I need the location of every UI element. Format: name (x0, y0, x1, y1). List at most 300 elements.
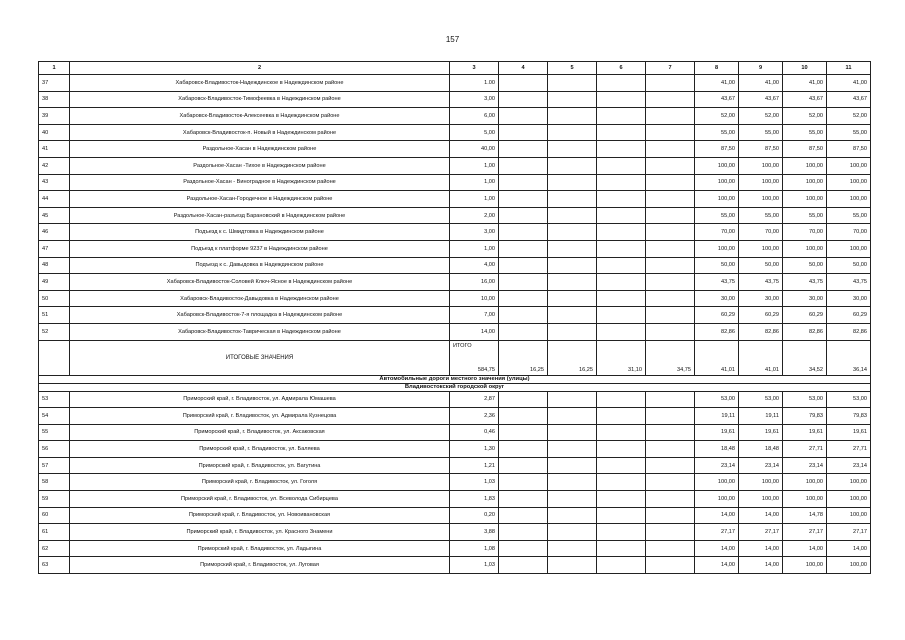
table-row (39, 424, 871, 441)
value-cell (548, 207, 597, 224)
header-cell: 2 (70, 62, 450, 75)
value-cell: 55,00 (739, 207, 783, 224)
value-cell: 43,75 (783, 274, 827, 291)
value-cell (548, 240, 597, 257)
row-number-cell: 38 (39, 91, 70, 108)
value-cell (597, 191, 646, 208)
value-cell: 2,00 (450, 207, 499, 224)
row-number-cell: 46 (39, 224, 70, 241)
section-heading-row (39, 375, 871, 383)
value-cell: 100,00 (827, 191, 871, 208)
value-cell: 30,00 (695, 290, 739, 307)
value-cell: 100,00 (695, 157, 739, 174)
road-name-cell: Подъезд к с. Давыдовка в Надеждинском районе (70, 257, 450, 274)
value-cell: 3,00 (450, 91, 499, 108)
value-cell: 14,00 (739, 507, 783, 524)
row-number-cell: 52 (39, 323, 70, 340)
value-cell: 27,71 (827, 441, 871, 458)
value-cell: 55,00 (827, 124, 871, 141)
road-name-cell: Приморский край, г. Владивосток, ул. Адмирала Юмашева (70, 391, 450, 408)
totals-value-cell: 34,52 (783, 340, 827, 375)
value-cell: 43,67 (695, 91, 739, 108)
value-cell (597, 157, 646, 174)
value-cell: 79,83 (827, 408, 871, 425)
header-cell: 4 (499, 62, 548, 75)
value-cell: 23,14 (739, 457, 783, 474)
value-cell: 50,00 (783, 257, 827, 274)
table-row (39, 174, 871, 191)
value-cell (548, 141, 597, 158)
value-cell: 55,00 (827, 207, 871, 224)
value-cell: 27,17 (783, 524, 827, 541)
value-cell (597, 507, 646, 524)
value-cell (597, 391, 646, 408)
road-name-cell: Хабаровск-Владивосток-Таврическая в Надеждинском районе (70, 323, 450, 340)
road-name-cell: Хабаровск-Владивосток-Алексеевка в Надеждинском районе (70, 108, 450, 125)
value-cell: 87,50 (783, 141, 827, 158)
value-cell: 14,78 (783, 507, 827, 524)
value-cell: 70,00 (695, 224, 739, 241)
road-name-cell: Подъезд к с. Шмидтовка в Надеждинском районе (70, 224, 450, 241)
value-cell (646, 91, 695, 108)
value-cell (597, 424, 646, 441)
table-row (39, 307, 871, 324)
value-cell (548, 408, 597, 425)
value-cell: 41,00 (695, 75, 739, 92)
value-cell: 79,83 (783, 408, 827, 425)
value-cell: 41,00 (827, 75, 871, 92)
road-name-cell: Приморский край, г. Владивосток, ул. Ладыгина (70, 540, 450, 557)
value-cell (646, 108, 695, 125)
value-cell: 14,00 (695, 507, 739, 524)
value-cell (548, 457, 597, 474)
value-cell (499, 174, 548, 191)
totals-value-cell: 31,10 (597, 340, 646, 375)
value-cell (646, 240, 695, 257)
value-cell (548, 540, 597, 557)
value-cell: 53,00 (783, 391, 827, 408)
table-row (39, 441, 871, 458)
header-cell: 11 (827, 62, 871, 75)
value-cell: 30,00 (827, 290, 871, 307)
table-row (39, 540, 871, 557)
value-cell (548, 307, 597, 324)
value-cell (597, 240, 646, 257)
value-cell (597, 75, 646, 92)
value-cell (646, 290, 695, 307)
value-cell (597, 224, 646, 241)
road-name-cell: Раздольное-Хасан-Городечное в Надеждинском районе (70, 191, 450, 208)
value-cell: 100,00 (739, 191, 783, 208)
value-cell: 23,14 (783, 457, 827, 474)
value-cell (499, 474, 548, 491)
value-cell: 18,48 (739, 441, 783, 458)
value-cell (548, 157, 597, 174)
value-cell (548, 441, 597, 458)
value-cell (499, 507, 548, 524)
value-cell: 1,08 (450, 540, 499, 557)
value-cell: 100,00 (695, 240, 739, 257)
value-cell: 50,00 (739, 257, 783, 274)
value-cell: 100,00 (783, 240, 827, 257)
value-cell: 55,00 (695, 124, 739, 141)
value-cell (499, 207, 548, 224)
table-row (39, 141, 871, 158)
value-cell (646, 257, 695, 274)
road-name-cell: Раздольное-Хасан -Тихое в Надеждинском районе (70, 157, 450, 174)
row-number-cell: 44 (39, 191, 70, 208)
totals-value-cell: 16,25 (499, 340, 548, 375)
value-cell (646, 141, 695, 158)
value-cell: 60,29 (695, 307, 739, 324)
value-cell (499, 557, 548, 574)
row-number-cell: 48 (39, 257, 70, 274)
road-name-cell: Приморский край, г. Владивосток, ул. Адмирала Кузнецова (70, 408, 450, 425)
value-cell (597, 441, 646, 458)
road-name-cell: Хабаровск-Владивосток-7-я площадка в Надеждинском районе (70, 307, 450, 324)
value-cell (499, 224, 548, 241)
value-cell: 2,87 (450, 391, 499, 408)
road-name-cell: Приморский край, г. Владивосток, ул. Гоголя (70, 474, 450, 491)
value-cell (499, 290, 548, 307)
value-cell: 19,61 (783, 424, 827, 441)
row-number-cell: 62 (39, 540, 70, 557)
value-cell: 14,00 (695, 540, 739, 557)
totals-value-cell: 36,14 (827, 340, 871, 375)
value-cell (597, 457, 646, 474)
value-cell (646, 507, 695, 524)
value-cell: 82,86 (739, 323, 783, 340)
value-cell (646, 157, 695, 174)
value-cell: 4,00 (450, 257, 499, 274)
totals-empty-cell (39, 340, 70, 375)
value-cell (548, 257, 597, 274)
value-cell: 70,00 (827, 224, 871, 241)
value-cell (597, 257, 646, 274)
value-cell (646, 540, 695, 557)
value-cell (548, 174, 597, 191)
header-cell: 10 (783, 62, 827, 75)
value-cell (597, 474, 646, 491)
value-cell (646, 323, 695, 340)
value-cell: 14,00 (450, 323, 499, 340)
totals-label: ИТОГОВЫЕ ЗНАЧЕНИЯ (70, 340, 450, 375)
value-cell (499, 257, 548, 274)
value-cell (548, 424, 597, 441)
value-cell (646, 557, 695, 574)
value-cell: 43,67 (827, 91, 871, 108)
value-cell: 100,00 (827, 157, 871, 174)
road-name-cell: Подъезд к платформе 9237 в Надеждинском районе (70, 240, 450, 257)
row-number-cell: 37 (39, 75, 70, 92)
value-cell: 1,83 (450, 491, 499, 508)
value-cell: 100,00 (739, 491, 783, 508)
row-number-cell: 39 (39, 108, 70, 125)
row-number-cell: 60 (39, 507, 70, 524)
table-row (39, 507, 871, 524)
value-cell: 100,00 (783, 191, 827, 208)
value-cell: 43,67 (783, 91, 827, 108)
road-name-cell: Приморский край, г. Владивосток, ул. Новоивановская (70, 507, 450, 524)
value-cell (548, 557, 597, 574)
value-cell: 1,21 (450, 457, 499, 474)
value-cell (499, 441, 548, 458)
road-name-cell: Раздольное-Хасан в Надеждинском районе (70, 141, 450, 158)
value-cell: 53,00 (739, 391, 783, 408)
value-cell: 5,00 (450, 124, 499, 141)
value-cell: 1,00 (450, 191, 499, 208)
value-cell: 100,00 (827, 174, 871, 191)
value-cell (548, 75, 597, 92)
value-cell (597, 141, 646, 158)
value-cell: 100,00 (739, 157, 783, 174)
value-cell (646, 174, 695, 191)
table-row (39, 108, 871, 125)
value-cell (548, 290, 597, 307)
row-number-cell: 45 (39, 207, 70, 224)
value-cell: 30,00 (783, 290, 827, 307)
section-title: Автомобильные дороги местного значения (улицы) (39, 375, 871, 383)
value-cell (597, 124, 646, 141)
row-number-cell: 51 (39, 307, 70, 324)
row-number-cell: 54 (39, 408, 70, 425)
value-cell (646, 408, 695, 425)
value-cell: 1,00 (450, 240, 499, 257)
value-cell (597, 174, 646, 191)
road-name-cell: Приморский край, г. Владивосток, ул. Аксаковская (70, 424, 450, 441)
value-cell (499, 108, 548, 125)
value-cell (499, 524, 548, 541)
value-cell (646, 474, 695, 491)
value-cell: 60,29 (827, 307, 871, 324)
table-row (39, 274, 871, 291)
value-cell: 41,00 (783, 75, 827, 92)
value-cell (597, 307, 646, 324)
value-cell: 55,00 (783, 207, 827, 224)
table-row (39, 524, 871, 541)
value-cell: 3,88 (450, 524, 499, 541)
value-cell (548, 491, 597, 508)
row-number-cell: 53 (39, 391, 70, 408)
value-cell: 52,00 (695, 108, 739, 125)
value-cell (499, 124, 548, 141)
value-cell: 70,00 (739, 224, 783, 241)
table-row (39, 323, 871, 340)
value-cell: 27,17 (827, 524, 871, 541)
value-cell: 100,00 (827, 474, 871, 491)
table-row (39, 457, 871, 474)
value-cell: 100,00 (739, 474, 783, 491)
value-cell: 0,46 (450, 424, 499, 441)
value-cell (548, 323, 597, 340)
value-cell: 19,61 (695, 424, 739, 441)
value-cell: 19,61 (827, 424, 871, 441)
value-cell (499, 141, 548, 158)
value-cell: 40,00 (450, 141, 499, 158)
value-cell (499, 157, 548, 174)
value-cell (499, 240, 548, 257)
value-cell: 100,00 (783, 557, 827, 574)
value-cell: 19,11 (695, 408, 739, 425)
value-cell (499, 491, 548, 508)
value-cell: 70,00 (783, 224, 827, 241)
value-cell: 27,17 (739, 524, 783, 541)
value-cell: 43,67 (739, 91, 783, 108)
row-number-cell: 59 (39, 491, 70, 508)
value-cell (646, 75, 695, 92)
value-cell: 52,00 (827, 108, 871, 125)
value-cell: 23,14 (827, 457, 871, 474)
row-number-cell: 40 (39, 124, 70, 141)
value-cell (646, 441, 695, 458)
value-cell: 100,00 (783, 174, 827, 191)
table-row (39, 75, 871, 92)
road-name-cell: Хабаровск-Владивосток-Надеждинское в Надеждинском районе (70, 75, 450, 92)
value-cell: 14,00 (739, 557, 783, 574)
value-cell (646, 191, 695, 208)
value-cell: 1,00 (450, 174, 499, 191)
value-cell (597, 524, 646, 541)
value-cell: 16,00 (450, 274, 499, 291)
table-row (39, 124, 871, 141)
value-cell: 60,29 (783, 307, 827, 324)
value-cell: 100,00 (783, 157, 827, 174)
value-cell (646, 224, 695, 241)
page-number: 157 (445, 35, 460, 44)
value-cell (499, 307, 548, 324)
value-cell: 43,75 (739, 274, 783, 291)
value-cell: 1,30 (450, 441, 499, 458)
header-cell: 5 (548, 62, 597, 75)
value-cell: 60,29 (739, 307, 783, 324)
table-row (39, 207, 871, 224)
row-number-cell: 42 (39, 157, 70, 174)
value-cell: 18,48 (695, 441, 739, 458)
table-row (39, 474, 871, 491)
row-number-cell: 55 (39, 424, 70, 441)
value-cell: 14,00 (739, 540, 783, 557)
value-cell (646, 307, 695, 324)
totals-value-cell: 16,25 (548, 340, 597, 375)
value-cell (646, 491, 695, 508)
table-row (39, 157, 871, 174)
value-cell (646, 524, 695, 541)
value-cell: 14,00 (695, 557, 739, 574)
value-cell (597, 540, 646, 557)
value-cell (548, 274, 597, 291)
row-number-cell: 61 (39, 524, 70, 541)
value-cell: 53,00 (695, 391, 739, 408)
row-number-cell: 57 (39, 457, 70, 474)
value-cell (499, 408, 548, 425)
value-cell: 100,00 (827, 240, 871, 257)
value-cell: 27,71 (783, 441, 827, 458)
road-name-cell: Раздольное-Хасан - Виноградное в Надеждинском районе (70, 174, 450, 191)
value-cell (548, 391, 597, 408)
value-cell: 6,00 (450, 108, 499, 125)
totals-value-cell: 41,01 (739, 340, 783, 375)
value-cell: 14,00 (827, 540, 871, 557)
table-row (39, 240, 871, 257)
table-row (39, 408, 871, 425)
value-cell (597, 108, 646, 125)
value-cell: 27,17 (695, 524, 739, 541)
table-row (39, 191, 871, 208)
road-name-cell: Хабаровск-Владивосток-Давыдовка в Надеждинском районе (70, 290, 450, 307)
value-cell: 2,36 (450, 408, 499, 425)
value-cell: 100,00 (739, 174, 783, 191)
value-cell: 1.00 (450, 75, 499, 92)
section-subtitle: Владивостокский городской округ (39, 383, 871, 391)
value-cell: 0,20 (450, 507, 499, 524)
value-cell (597, 323, 646, 340)
value-cell: 55,00 (695, 207, 739, 224)
value-cell: 82,86 (783, 323, 827, 340)
value-cell (499, 191, 548, 208)
value-cell (548, 191, 597, 208)
value-cell (499, 391, 548, 408)
road-name-cell: Хабаровск-Владивосток-п. Новый в Надеждинском районе (70, 124, 450, 141)
value-cell: 100,00 (783, 491, 827, 508)
header-cell: 7 (646, 62, 695, 75)
value-cell (597, 491, 646, 508)
value-cell (597, 557, 646, 574)
value-cell: 19,61 (739, 424, 783, 441)
value-cell (646, 274, 695, 291)
value-cell: 100,00 (695, 174, 739, 191)
value-cell (548, 524, 597, 541)
value-cell: 30,00 (739, 290, 783, 307)
row-number-cell: 49 (39, 274, 70, 291)
table-row (39, 224, 871, 241)
value-cell (499, 457, 548, 474)
row-number-cell: 50 (39, 290, 70, 307)
totals-length-cell (450, 340, 499, 375)
value-cell: 1,03 (450, 474, 499, 491)
section-heading-row (39, 383, 871, 391)
value-cell (499, 540, 548, 557)
value-cell: 87,50 (739, 141, 783, 158)
row-number-cell: 58 (39, 474, 70, 491)
value-cell: 50,00 (695, 257, 739, 274)
table-row (39, 557, 871, 574)
value-cell: 100,00 (739, 240, 783, 257)
table-row (39, 91, 871, 108)
value-cell (597, 207, 646, 224)
value-cell: 100,00 (827, 557, 871, 574)
value-cell: 100,00 (783, 474, 827, 491)
table-row (39, 290, 871, 307)
value-cell: 19,11 (739, 408, 783, 425)
road-name-cell: Приморский край, г. Владивосток, ул. Луговая (70, 557, 450, 574)
row-number-cell: 47 (39, 240, 70, 257)
table-row (39, 391, 871, 408)
value-cell (597, 408, 646, 425)
value-cell (499, 274, 548, 291)
value-cell: 52,00 (739, 108, 783, 125)
value-cell: 50,00 (827, 257, 871, 274)
value-cell (499, 323, 548, 340)
roads-table (38, 61, 871, 574)
value-cell (548, 474, 597, 491)
row-number-cell: 43 (39, 174, 70, 191)
totals-value-cell: 41,01 (695, 340, 739, 375)
road-name-cell: Приморский край, г. Владивосток, ул. Всеволода Сибирцева (70, 491, 450, 508)
value-cell: 55,00 (739, 124, 783, 141)
road-name-cell: Приморский край, г. Владивосток, ул. Красного Знамени (70, 524, 450, 541)
table-row (39, 257, 871, 274)
value-cell: 100,00 (827, 507, 871, 524)
